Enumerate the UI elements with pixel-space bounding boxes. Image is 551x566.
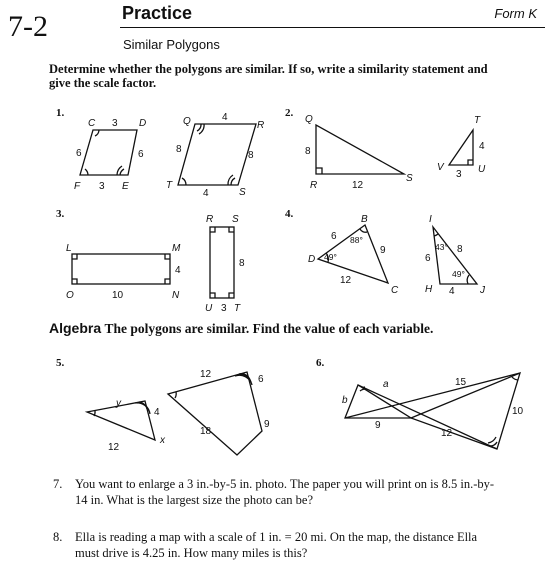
- problem-2-triangles: [305, 114, 486, 191]
- label-18: 18: [200, 426, 212, 437]
- vertex-h: H: [425, 284, 433, 295]
- problem-3-number: 3.: [56, 208, 65, 220]
- form-label: Form K: [494, 6, 537, 21]
- angle-d-label: 49°: [324, 252, 337, 262]
- rect1-corner-l: [72, 254, 77, 259]
- transversal-2: [345, 373, 520, 418]
- vertex-c4: C: [391, 285, 399, 296]
- triangle-qrs: [316, 125, 404, 174]
- vertex-b: B: [361, 214, 368, 225]
- problem-4-number: 4.: [285, 208, 294, 220]
- label-b: b: [342, 395, 348, 406]
- vertex-i: I: [429, 214, 432, 225]
- side-ih: 6: [425, 253, 431, 264]
- angle-i-label: 43°: [435, 242, 448, 252]
- parallelogram-cdef: [80, 130, 137, 175]
- angle-arc-s: [231, 178, 235, 185]
- angle-arc-f: [85, 169, 88, 175]
- rect1-corner-n: [165, 279, 170, 284]
- vertex-u2: U: [478, 164, 486, 175]
- vertex-u3: U: [205, 303, 213, 314]
- angle-arc-6e: [488, 437, 496, 443]
- side-rs: 8: [248, 150, 254, 161]
- side-st: 4: [203, 188, 209, 199]
- angle-arc-q: [197, 124, 201, 131]
- page-subtitle: Similar Polygons: [123, 37, 220, 52]
- side-fc: 6: [76, 148, 82, 159]
- word-problem-7: [53, 476, 501, 508]
- word-problem-8: [53, 529, 501, 561]
- angle-arc-c: [95, 130, 99, 136]
- label-9: 9: [264, 419, 270, 430]
- transversal-1: [358, 385, 497, 449]
- label-10: 10: [512, 406, 524, 417]
- right-angle-mark-r: [316, 168, 322, 174]
- side-tq: 8: [176, 144, 182, 155]
- angle-b-label: 88°: [350, 235, 363, 245]
- section-instructions: Determine whether the polygons are similar. If so, write a similarity statement and give the scale factor.: [49, 62, 488, 90]
- side-ef: 3: [99, 181, 105, 192]
- angle-arc-e: [120, 169, 124, 175]
- vertex-l: L: [66, 243, 72, 254]
- problem-1-left-parallelogram: [74, 118, 146, 192]
- problem-2-number: 2.: [285, 107, 294, 119]
- side-tu2: 4: [479, 141, 485, 152]
- lesson-number: 7-2: [8, 10, 48, 43]
- problem-1-right-parallelogram: [166, 112, 264, 199]
- angle-arc-b: [360, 229, 367, 232]
- side-qr2: 8: [305, 146, 311, 157]
- vertex-c: C: [88, 118, 96, 129]
- quadrilateral-large: [168, 372, 262, 455]
- side-de: 6: [138, 149, 144, 160]
- side-qr: 4: [222, 112, 228, 123]
- word-problem-8-number: 8.: [53, 530, 63, 544]
- side-cd: 3: [112, 118, 118, 129]
- label-15: 15: [455, 377, 467, 388]
- word-problem-7-text: You want to enlarge a 3 in.-by-5 in. photo. The paper you will print on is 8.5 in.-by-14 in. What is the largest size the photo can be?: [75, 477, 495, 507]
- side-hj: 4: [449, 286, 455, 297]
- vertex-f: F: [74, 181, 81, 192]
- side-ij: 8: [457, 244, 463, 255]
- side-on: 10: [112, 290, 124, 301]
- label-12-6: 12: [441, 428, 453, 439]
- word-problem-7-number: 7.: [53, 477, 63, 491]
- label-a: a: [383, 379, 389, 390]
- vertex-m: M: [172, 243, 181, 254]
- side-dc: 12: [340, 275, 352, 286]
- label-6: 6: [258, 374, 264, 385]
- vertex-o: O: [66, 290, 74, 301]
- angle-arc-6c: [512, 377, 518, 380]
- vertex-n: N: [172, 290, 180, 301]
- problem-3-rectangles: [66, 214, 245, 314]
- side-st3: 8: [239, 258, 245, 269]
- vertex-r3: R: [206, 214, 214, 225]
- triangle-left: [345, 385, 411, 418]
- angle-arc-small-4: [94, 411, 95, 416]
- side-db: 6: [331, 231, 337, 242]
- vertex-s: S: [239, 187, 246, 198]
- rectangle-rstu: [210, 227, 234, 298]
- rect2-corner-r: [210, 227, 215, 232]
- vertex-t3: T: [234, 303, 241, 314]
- vertex-s2: S: [406, 173, 413, 184]
- rect2-corner-t: [229, 293, 234, 298]
- rect2-corner-u: [210, 293, 215, 298]
- vertex-d: D: [139, 118, 147, 129]
- label-y: y: [116, 398, 121, 409]
- right-angle-mark-u: [468, 160, 473, 165]
- label-12-small: 12: [108, 442, 120, 453]
- parallelogram-qrst: [178, 124, 256, 185]
- angle-arc-large-4: [175, 392, 176, 398]
- vertex-q: Q: [183, 116, 191, 127]
- label-4: 4: [154, 407, 160, 418]
- vertex-q2: Q: [305, 114, 313, 125]
- algebra-label: Algebra: [49, 320, 102, 336]
- vertex-j: J: [480, 285, 485, 296]
- vertex-s3: S: [232, 214, 239, 225]
- vertex-t: T: [166, 180, 173, 191]
- vertex-d4: D: [308, 254, 316, 265]
- angle-j-label: 49°: [452, 269, 465, 279]
- algebra-instructions: The polygons are similar. Find the value of each variable.: [104, 321, 434, 336]
- angle-arc-j: [467, 275, 469, 284]
- vertex-r: R: [257, 120, 265, 131]
- label-9-6: 9: [375, 420, 381, 431]
- problem-4-triangles: [308, 214, 486, 297]
- rectangle-lmno: [72, 254, 170, 284]
- rect1-corner-o: [72, 279, 77, 284]
- problem-5-triangles: [87, 369, 270, 455]
- rect2-corner-s: [229, 227, 234, 232]
- label-x: x: [160, 435, 165, 446]
- side-uv2: 3: [456, 169, 462, 180]
- side-bc: 9: [380, 245, 386, 256]
- label-12-large: 12: [200, 369, 212, 380]
- problem-6-number: 6.: [316, 357, 325, 369]
- page-title: Practice: [122, 3, 193, 23]
- vertex-t2: T: [474, 115, 481, 126]
- problem-5-number: 5.: [56, 357, 65, 369]
- rect1-corner-m: [165, 254, 170, 259]
- side-rs2: 12: [352, 180, 364, 191]
- vertex-r2: R: [310, 180, 318, 191]
- word-problem-8-text: Ella is reading a map with a scale of 1 in. = 20 mi. On the map, the distance Ella must drive is 4.25 in. How many miles is this?: [75, 530, 478, 560]
- problem-1-number: 1.: [56, 107, 65, 119]
- problem-6-triangles: [342, 373, 524, 449]
- side-mn: 4: [175, 265, 181, 276]
- vertex-e: E: [122, 181, 129, 192]
- side-tu3: 3: [221, 303, 227, 314]
- angle-arc-t: [182, 178, 186, 185]
- vertex-v2: V: [437, 162, 444, 173]
- triangle-small: [87, 401, 155, 440]
